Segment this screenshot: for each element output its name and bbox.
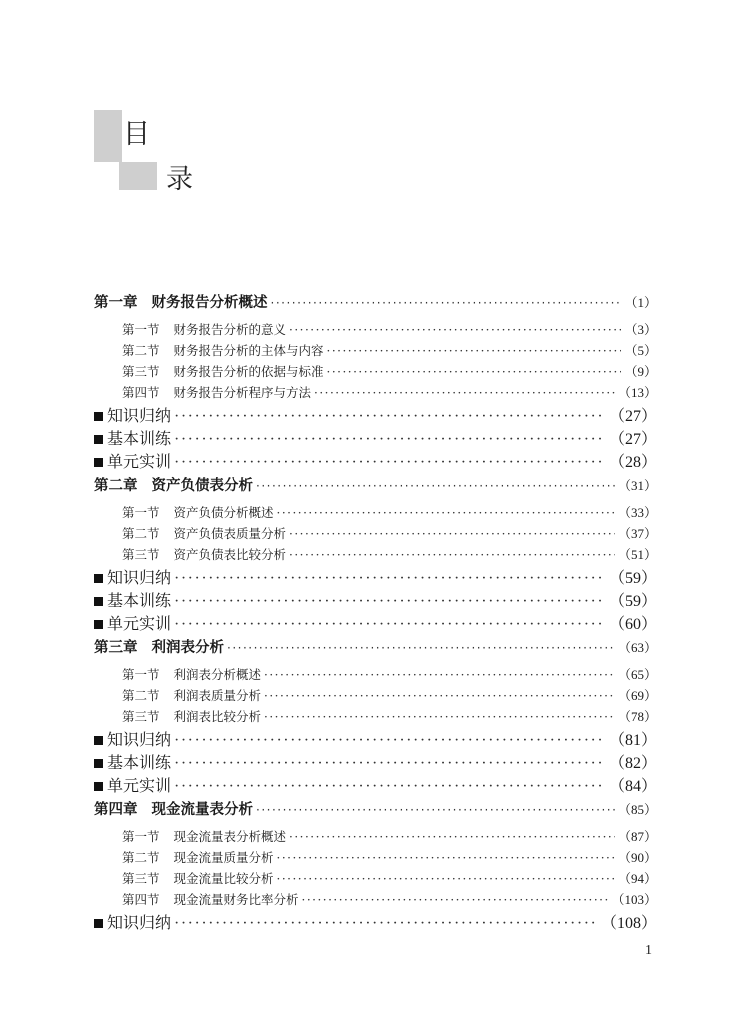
toc-section-entry[interactable]	[94, 382, 657, 403]
toc-entry-label	[94, 565, 171, 588]
toc-entry-label	[122, 848, 274, 866]
toc-entry-label	[122, 362, 324, 380]
toc-entry-label	[94, 588, 171, 611]
square-bullet-icon	[94, 782, 103, 791]
toc-section-entry[interactable]	[94, 847, 657, 868]
heading-char: 录	[166, 164, 193, 195]
toc-section-entry[interactable]	[94, 706, 657, 727]
toc-entry-page: （28）	[608, 454, 657, 471]
toc-entry-number: 第四章	[94, 802, 138, 818]
toc-entry-page: （31）	[617, 478, 657, 493]
toc-entry-label	[94, 727, 171, 750]
toc-entry-page: （65）	[617, 667, 657, 682]
toc-entry-page: （1）	[624, 295, 657, 310]
toc-entry-title: 现金流量表分析	[151, 802, 253, 818]
dot-leader	[271, 295, 622, 311]
toc-entry-number: 第一节	[122, 505, 160, 520]
dot-leader	[314, 385, 615, 400]
dot-leader	[174, 570, 606, 588]
toc-entry-page: （108）	[600, 915, 657, 932]
toc-section-entry[interactable]	[94, 889, 657, 910]
toc-entry-label	[94, 636, 224, 657]
toc-heading	[94, 110, 204, 200]
toc-entry-title: 资产负债表分析	[151, 478, 253, 494]
toc-entry-title: 财务报告分析程序与方法	[173, 385, 312, 400]
table-of-contents	[94, 289, 657, 933]
toc-entry-title: 利润表质量分析	[173, 688, 262, 703]
toc-entry-page: （84）	[608, 778, 657, 795]
toc-entry-page: （5）	[624, 343, 657, 358]
toc-section-entry[interactable]	[94, 685, 657, 706]
dot-leader	[174, 431, 606, 449]
toc-entry-number: 第四节	[122, 385, 160, 400]
toc-bullet-entry[interactable]	[94, 727, 657, 750]
toc-section-entry[interactable]	[94, 868, 657, 889]
toc-entry-label	[122, 665, 261, 683]
toc-entry-number: 第二节	[122, 343, 160, 358]
square-bullet-icon	[94, 574, 103, 583]
dot-leader	[174, 755, 606, 773]
toc-entry-label	[94, 449, 171, 472]
toc-entry-page: （59）	[608, 593, 657, 610]
toc-bullet-entry[interactable]	[94, 565, 657, 588]
dot-leader	[264, 709, 615, 724]
toc-entry-page: （51）	[617, 547, 657, 562]
dot-leader	[327, 343, 622, 358]
toc-entry-label	[94, 291, 268, 312]
toc-entry-number: 第一章	[94, 295, 138, 311]
dot-leader	[264, 688, 615, 703]
square-bullet-icon	[94, 620, 103, 629]
toc-entry-title: 基本训练	[107, 593, 172, 610]
toc-entry-page: （63）	[617, 640, 657, 655]
toc-entry-title: 利润表分析概述	[173, 667, 262, 682]
toc-entry-page: （103）	[611, 892, 657, 907]
dot-leader	[174, 732, 606, 750]
toc-entry-number: 第二节	[122, 688, 160, 703]
toc-entry-label	[122, 383, 311, 401]
dot-leader	[289, 547, 615, 562]
toc-entry-page: （59）	[608, 570, 657, 587]
toc-entry-title: 现金流量表分析概述	[173, 829, 287, 844]
toc-entry-page: （27）	[608, 431, 657, 448]
toc-entry-title: 现金流量财务比率分析	[173, 892, 299, 907]
dot-leader	[227, 640, 615, 656]
toc-entry-label	[122, 524, 286, 542]
toc-entry-number: 第一节	[122, 829, 160, 844]
dot-leader	[289, 322, 621, 337]
dot-leader	[174, 408, 606, 426]
toc-bullet-entry[interactable]	[94, 910, 657, 933]
square-bullet-icon	[94, 597, 103, 606]
toc-entry-label	[122, 503, 274, 521]
dot-leader	[256, 802, 615, 818]
toc-entry-label	[122, 890, 299, 908]
heading-char: 目	[123, 119, 150, 150]
dot-leader	[264, 667, 615, 682]
toc-section-entry[interactable]	[94, 361, 657, 382]
toc-entry-number: 第二节	[122, 526, 160, 541]
toc-entry-title: 单元实训	[107, 778, 172, 795]
heading-decor-block	[94, 110, 122, 162]
toc-section-entry[interactable]	[94, 826, 657, 847]
toc-entry-label	[122, 320, 286, 338]
toc-entry-title: 资产负债分析概述	[173, 505, 274, 520]
toc-entry-title: 知识归纳	[107, 408, 172, 425]
toc-entry-title: 财务报告分析概述	[151, 295, 268, 311]
toc-entry-label	[94, 798, 253, 819]
toc-section-entry[interactable]	[94, 319, 657, 340]
toc-entry-title: 单元实训	[107, 454, 172, 471]
toc-section-entry[interactable]	[94, 502, 657, 523]
toc-entry-page: （78）	[617, 709, 657, 724]
toc-entry-number: 第四节	[122, 892, 160, 907]
toc-bullet-entry[interactable]	[94, 403, 657, 426]
toc-entry-label	[122, 341, 324, 359]
toc-section-entry[interactable]	[94, 340, 657, 361]
dot-leader	[277, 850, 615, 865]
toc-entry-page: （85）	[617, 802, 657, 817]
dot-leader	[277, 505, 615, 520]
toc-entry-page: （69）	[617, 688, 657, 703]
toc-entry-number: 第一节	[122, 667, 160, 682]
square-bullet-icon	[94, 435, 103, 444]
dot-leader	[289, 829, 615, 844]
square-bullet-icon	[94, 458, 103, 467]
toc-entry-label	[94, 403, 171, 426]
dot-leader	[174, 616, 606, 634]
toc-entry-page: （90）	[617, 850, 657, 865]
toc-entry-page: （33）	[617, 505, 657, 520]
toc-chapter-entry[interactable]	[94, 474, 657, 496]
dot-leader	[302, 892, 609, 907]
dot-leader	[174, 454, 606, 472]
toc-entry-label	[94, 474, 253, 495]
toc-entry-label	[122, 869, 274, 887]
square-bullet-icon	[94, 919, 103, 928]
toc-entry-page: （37）	[617, 526, 657, 541]
toc-entry-title: 知识归纳	[107, 570, 172, 587]
toc-section-entry[interactable]	[94, 523, 657, 544]
square-bullet-icon	[94, 759, 103, 768]
toc-entry-label	[122, 827, 286, 845]
toc-entry-title: 知识归纳	[107, 732, 172, 749]
toc-entry-label	[94, 750, 171, 773]
toc-entry-label	[122, 686, 261, 704]
toc-entry-title: 现金流量比较分析	[173, 871, 274, 886]
toc-entry-title: 利润表分析	[151, 640, 224, 656]
toc-entry-label	[122, 545, 286, 563]
toc-entry-label	[94, 773, 171, 796]
toc-entry-number: 第一节	[122, 322, 160, 337]
toc-entry-number: 第三节	[122, 709, 160, 724]
toc-chapter-entry[interactable]	[94, 798, 657, 820]
toc-bullet-entry[interactable]	[94, 611, 657, 634]
toc-entry-number: 第二节	[122, 850, 160, 865]
toc-entry-title: 知识归纳	[107, 915, 172, 932]
dot-leader	[174, 593, 606, 611]
toc-entry-label	[94, 910, 171, 933]
toc-chapter-entry[interactable]	[94, 636, 657, 658]
square-bullet-icon	[94, 412, 103, 421]
toc-entry-title: 基本训练	[107, 431, 172, 448]
toc-section-entry[interactable]	[94, 544, 657, 565]
toc-entry-label	[94, 611, 171, 634]
toc-entry-number: 第三章	[94, 640, 138, 656]
toc-bullet-entry[interactable]	[94, 750, 657, 773]
toc-entry-page: （81）	[608, 732, 657, 749]
toc-entry-number: 第二章	[94, 478, 138, 494]
square-bullet-icon	[94, 736, 103, 745]
toc-entry-page: （87）	[617, 829, 657, 844]
toc-entry-title: 基本训练	[107, 755, 172, 772]
toc-bullet-entry[interactable]	[94, 449, 657, 472]
toc-entry-title: 财务报告分析的主体与内容	[173, 343, 324, 358]
toc-entry-page: （60）	[608, 616, 657, 633]
toc-entry-number: 第三节	[122, 547, 160, 562]
toc-entry-label	[122, 707, 261, 725]
toc-entry-page: （94）	[617, 871, 657, 886]
toc-entry-page: （3）	[624, 322, 657, 337]
dot-leader	[277, 871, 615, 886]
dot-leader	[174, 778, 606, 796]
toc-entry-page: （9）	[624, 364, 657, 379]
toc-entry-page: （82）	[608, 755, 657, 772]
toc-entry-number: 第三节	[122, 364, 160, 379]
dot-leader	[256, 478, 615, 494]
toc-entry-page: （27）	[608, 408, 657, 425]
toc-bullet-entry[interactable]	[94, 588, 657, 611]
toc-bullet-entry[interactable]	[94, 426, 657, 449]
dot-leader	[174, 915, 598, 933]
toc-entry-title: 资产负债表质量分析	[173, 526, 287, 541]
toc-bullet-entry[interactable]	[94, 773, 657, 796]
toc-entry-label	[94, 426, 171, 449]
toc-entry-title: 资产负债表比较分析	[173, 547, 287, 562]
toc-entry-title: 利润表比较分析	[173, 709, 262, 724]
heading-decor-block	[119, 162, 157, 190]
dot-leader	[327, 364, 622, 379]
dot-leader	[289, 526, 615, 541]
toc-entry-title: 单元实训	[107, 616, 172, 633]
toc-entry-title: 财务报告分析的意义	[173, 322, 287, 337]
toc-entry-number: 第三节	[122, 871, 160, 886]
toc-section-entry[interactable]	[94, 664, 657, 685]
toc-entry-page: （13）	[617, 385, 657, 400]
toc-entry-title: 现金流量质量分析	[173, 850, 274, 865]
toc-entry-title: 财务报告分析的依据与标准	[173, 364, 324, 379]
toc-chapter-entry[interactable]	[94, 291, 657, 313]
page-number: 1	[645, 943, 652, 958]
